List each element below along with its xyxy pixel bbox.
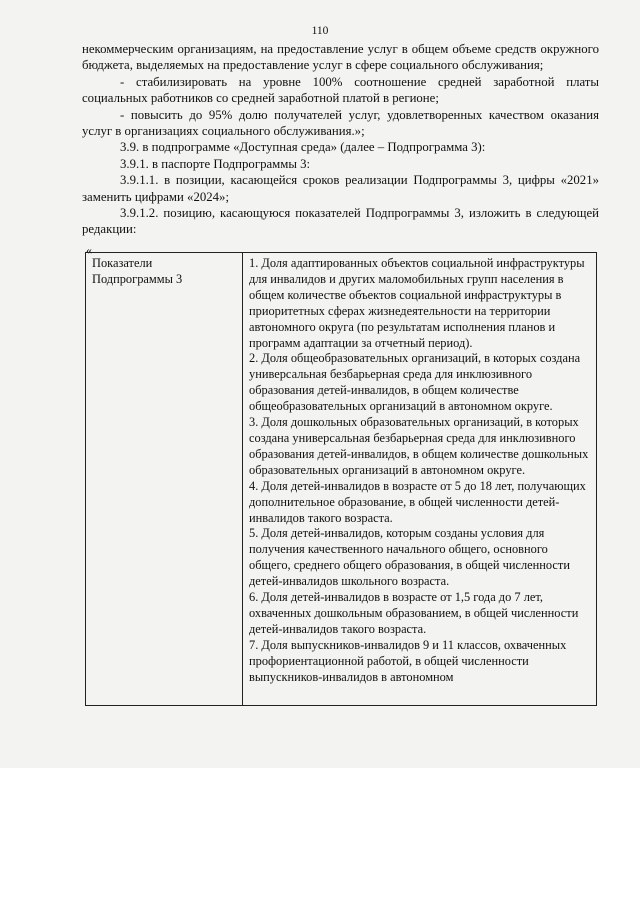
page-number: 110 bbox=[311, 25, 329, 37]
paragraph-3-9: 3.9. в подпрограмме «Доступная среда» (далее – Подпрограмма 3): bbox=[120, 140, 486, 155]
indicator-item: 4. Доля детей-инвалидов в возрасте от 5 до 18 лет, получающих дополнительное образование, в общей численности детей-инвалидов такого возраста. bbox=[249, 478, 586, 525]
opening-quote: « bbox=[86, 243, 92, 257]
body-text bbox=[82, 41, 599, 238]
indicators-table bbox=[85, 252, 597, 706]
paragraph-satisfaction: - повысить до 95% долю получателей услуг, удовлетворенных качеством оказания услуг в организациях социального обслуживания.»; bbox=[82, 107, 599, 139]
indicator-item: 1. Доля адаптированных объектов социальной инфраструктуры для инвалидов и других маломобильных групп населения в общем количестве объектов социальной инфраструктуры в приоритетных сферах жизнедеятельности на территории автономного округа (по результатам исполнения планов и программ адаптации за отчетный период). bbox=[249, 256, 585, 350]
indicator-item: 7. Доля выпускников-инвалидов 9 и 11 классов, охваченных профориентационной работой, в общей численности выпускников-инвалидов в автономном bbox=[249, 637, 567, 684]
paragraph-continuation: некоммерческим организациям, на предоставление услуг в общем объеме средств окружного бюджета, выделяемых на предоставление услуг в сфере социального обслуживания; bbox=[82, 42, 599, 73]
indicator-item: 2. Доля общеобразовательных организаций, в которых создана универсальная безбарьерная среда для инклюзивного образования детей-инвалидов, в общем количестве общеобразовательных организаций в автономном округе. bbox=[249, 351, 581, 414]
paragraph-3-9-1-2: 3.9.1.2. позицию, касающуюся показателей Подпрограммы 3, изложить в следующей редакции: bbox=[82, 206, 599, 237]
indicator-item: 6. Доля детей-инвалидов в возрасте от 1,5 года до 7 лет, охваченных дошкольным образованием, в общей численности детей-инвалидов такого возраста. bbox=[249, 590, 579, 636]
indicator-item: 5. Доля детей-инвалидов, которым созданы условия для получения качественного начального общего, основного общего, среднего общего образования, в общей численности детей-инвалидов школьного возраста. bbox=[249, 526, 570, 589]
table-label-cell: Показатели Подпрограммы 3 bbox=[86, 253, 243, 705]
paragraph-3-9-1: 3.9.1. в паспорте Подпрограммы 3: bbox=[120, 156, 311, 171]
paragraph-salary: - стабилизировать на уровне 100% соотношение средней заработной платы социальных работников со средней заработной платой в регионе; bbox=[82, 74, 599, 106]
table-indicators-cell bbox=[243, 253, 597, 685]
paragraph-3-9-1-1: 3.9.1.1. в позиции, касающейся сроков реализации Подпрограммы 3, цифры «2021» заменить цифрами «2024»; bbox=[82, 173, 599, 204]
indicator-item: 3. Доля дошкольных образовательных организаций, в которых создана универсальная безбарьерная среда для инклюзивного образования детей-инвалидов, в общем количестве дошкольных образовательных организаций в автономном округе. bbox=[249, 415, 589, 477]
